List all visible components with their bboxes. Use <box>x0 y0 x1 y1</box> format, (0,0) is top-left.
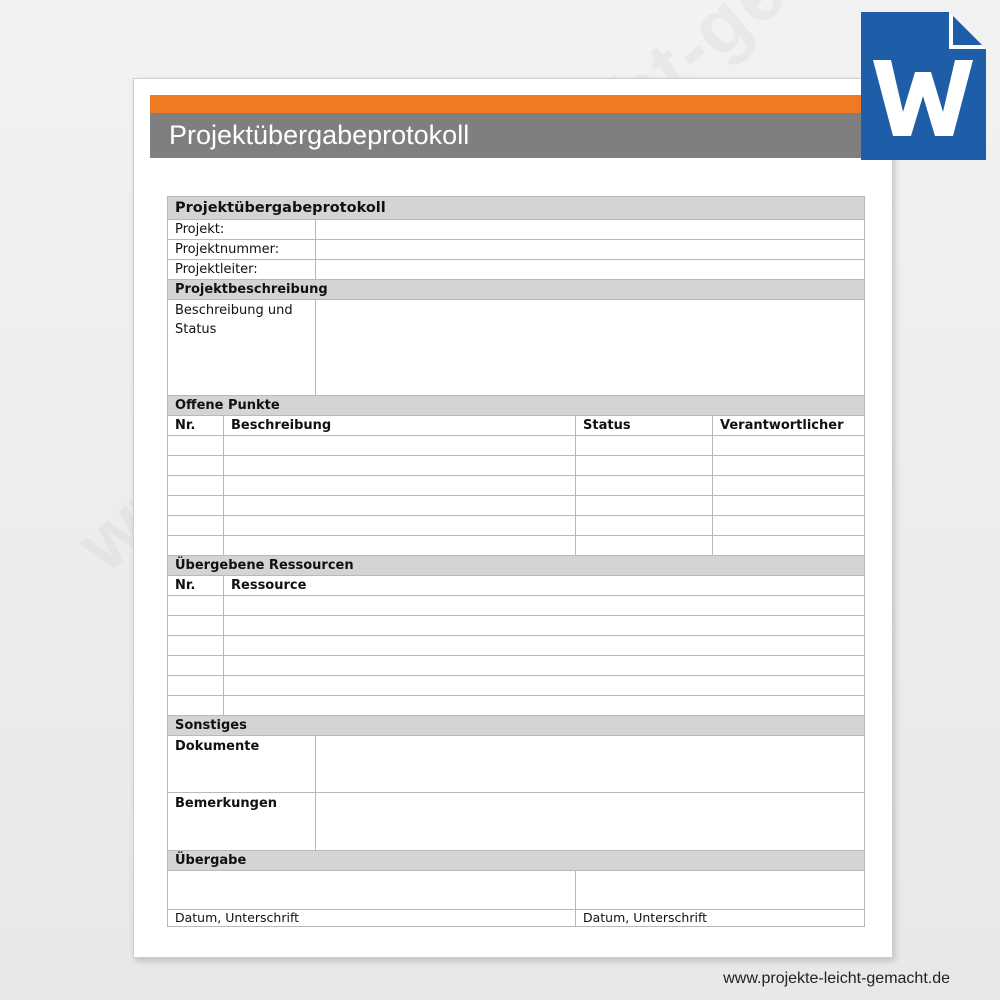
section-handover: Übergabe <box>168 851 865 871</box>
description-label: Beschreibung und Status <box>168 300 316 396</box>
table-row <box>168 536 865 556</box>
table-row <box>168 656 865 676</box>
form-title: Projektübergabeprotokoll <box>168 197 865 220</box>
signature-field-left[interactable] <box>168 871 576 910</box>
remarks-input[interactable] <box>316 793 865 851</box>
table-row <box>168 596 865 616</box>
table-row <box>168 516 865 536</box>
footer-url: www.projekte-leicht-gemacht.de <box>723 970 950 987</box>
handover-form <box>167 196 865 927</box>
table-row <box>168 496 865 516</box>
accent-bar <box>150 95 892 113</box>
page-title: Projektübergabeprotokoll <box>150 113 892 158</box>
table-row <box>168 476 865 496</box>
section-open-points: Offene Punkte <box>168 396 865 416</box>
column-header-resource: Ressource <box>224 576 865 596</box>
column-header-status: Status <box>576 416 713 436</box>
word-document-icon <box>861 12 986 160</box>
table-row <box>168 616 865 636</box>
column-header-nr: Nr. <box>168 416 224 436</box>
column-header-responsible: Verantwortlicher <box>713 416 865 436</box>
section-description: Projektbeschreibung <box>168 280 865 300</box>
field-input-project-lead[interactable] <box>316 260 865 280</box>
table-row <box>168 676 865 696</box>
table-row <box>168 696 865 716</box>
column-header-description: Beschreibung <box>224 416 576 436</box>
signature-field-right[interactable] <box>576 871 865 910</box>
signature-label-left: Datum, Unterschrift <box>168 910 576 927</box>
description-input[interactable] <box>316 300 865 396</box>
column-header-nr: Nr. <box>168 576 224 596</box>
field-label-project: Projekt: <box>168 220 316 240</box>
field-input-project[interactable] <box>316 220 865 240</box>
field-input-project-number[interactable] <box>316 240 865 260</box>
remarks-label: Bemerkungen <box>168 793 316 851</box>
section-other: Sonstiges <box>168 716 865 736</box>
table-row <box>168 456 865 476</box>
documents-label: Dokumente <box>168 736 316 793</box>
field-label-project-lead: Projektleiter: <box>168 260 316 280</box>
table-row <box>168 436 865 456</box>
section-resources: Übergebene Ressourcen <box>168 556 865 576</box>
table-row <box>168 636 865 656</box>
signature-label-right: Datum, Unterschrift <box>576 910 865 927</box>
documents-input[interactable] <box>316 736 865 793</box>
field-label-project-number: Projektnummer: <box>168 240 316 260</box>
